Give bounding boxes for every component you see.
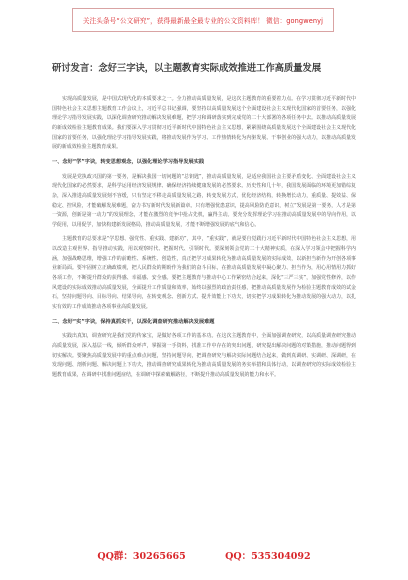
- footer-contact: [0, 548, 408, 562]
- document-title: 研讨发言：念好三字诀，以主题教育实际成效推进工作高质量发展: [52, 63, 321, 74]
- document-body: [52, 95, 356, 386]
- footer-qq-group: QQ群：30265665: [97, 551, 186, 562]
- body-paragraph: 发展是党执政兴国的第一要务，是解决我国一切问题的“总钥匙”，推动高质量发展，是适应我国社会主要矛盾变化、全面建设社会主义现代化国家的必然要求，是科学运用经济发展规律、确保经济持续健康发展的必然要求。历史性和几十年，我国发展面临的环境更加错综复杂，深入推进高质量发展刻不容缓，只有坚定不移走高质量发展之路，转变发展方式，优化经济结构，转换增长动力，重质量、提效益、保稳定、控风险，才能破解发展难题，奋力书写新时代发展新篇章。只有增强忧患意识，提高风险防范意识，树立“发展是第一要务，人才是第一资源，创新是第一动力”的发展理念，才能在激烈的竞争中抢占先机，赢得主动。要充分发挥理论学习在推动高质量发展中的导向作用，以学促用，以用促学，加快构建新发展格局，推动高质量发展，才能不断增强发展的底气和信心。: [52, 173, 356, 228]
- footer-qq: QQ：535304092: [225, 551, 311, 562]
- body-paragraph: 实践出真知，调查研究是我们党的传家宝，是做好各项工作的基本功。在这次主题教育中，全面加强调查研究，以高质量调查研究推动高质量发展，深入基层一线，倾听群众呼声，掌握第一手资料，找准工作中存在的突出问题，研究提出解决问题的对策措施，推动问题得到切实解决。要聚焦高质量发展中的重点难点问题，坚持问题导向，把调查研究与解决实际问题结合起来，做到真调研、实调研、深调研，在发现问题、剖析问题、解决问题上下功夫，推动调查研究成果转化为推动高质量发展的务实举措和具体行动，以调查研究的实际成效检验主题教育成果，在调研中找准问题症结，在调研中探索破解路径，不断提升推动高质量发展的能力和水平。: [52, 333, 356, 378]
- section-heading: 二、念好“实”字诀，保持真抓实干，以深化调查研究推动解决发展难题: [52, 318, 215, 325]
- promo-banner: [72, 8, 334, 32]
- section-heading: 一、念好“学”字诀，转变思想观念，以强化理论学习指导发展实践: [52, 158, 205, 165]
- body-paragraph: 主题教育的总要求是“学思想、强党性、重实践、建新功”，其中，“重实践”，就是要自觉践行习近平新时代中国特色社会主义思想，用以改造主观世界、指导推动实践，用以观察时代、把握时代、引领时代。要深刻领会党的二十大精神实质，在深入学习领会中把握科学内涵，加强战略思维，增强工作的前瞻性、系统性、创造性，真正把学习成果转化为推动高质量发展的实际成效，以新担当新作为开创各项事业新局面。要牢固树立正确政绩观，把人民群众的期盼作为我们的奋斗目标，在推动高质量发展中凝心聚力、担当作为，用心用情用力抓好各项工作，不断提升群众的获得感、幸福感、安全感。要把主题教育与推动中心工作紧密结合起来，深化“三严三实”，加强党性修养，以作风建设的实际成效推动高质量发展，全面提升工作质量和效率，始终以强烈的政治责任感，把推动高质量发展作为检验主题教育成效的试金石，坚持问题导向、目标导向、结果导向，在转变观念、创新方式、提升效能上下功夫，切实把学习成果转化为推动发展的强大动力，以扎实有效的工作成效推动各项事业高质量发展。: [52, 236, 356, 311]
- promo-banner-text: 关注头条号“公文研究”，获得最新最全最专业的公文资料库！ 微信：gongwenyj: [82, 17, 324, 25]
- body-paragraph: 实现高质量发展，是中国式现代化的本质要求之一。全力推动高质量发展，是这次主题教育的重要着力点。在学习贯彻习近平新时代中国特色社会主义思想主题教育工作会议上，习近平总书记强调，要坚持以高质量发展这个全面建设社会主义现代化国家的首要任务，以强化理论学习指导发展实践，以深化调查研究推动解决发展难题，把学习和调研落实到完成党的二十大部署的各项任务中去。以推动高质量发展的新成效检验主题教育成果。我们要深入学习贯彻习近平新时代中国特色社会主义思想，紧紧围绕高质量发展这个全面建设社会主义现代化国家的首要任务，以强化理论学习指导发展实践，将推动发展作为学习、工作热情转化为内驱发展、干事创业的强大动力，以推动高质量发展的新成效检验主题教育成果。: [52, 96, 356, 151]
